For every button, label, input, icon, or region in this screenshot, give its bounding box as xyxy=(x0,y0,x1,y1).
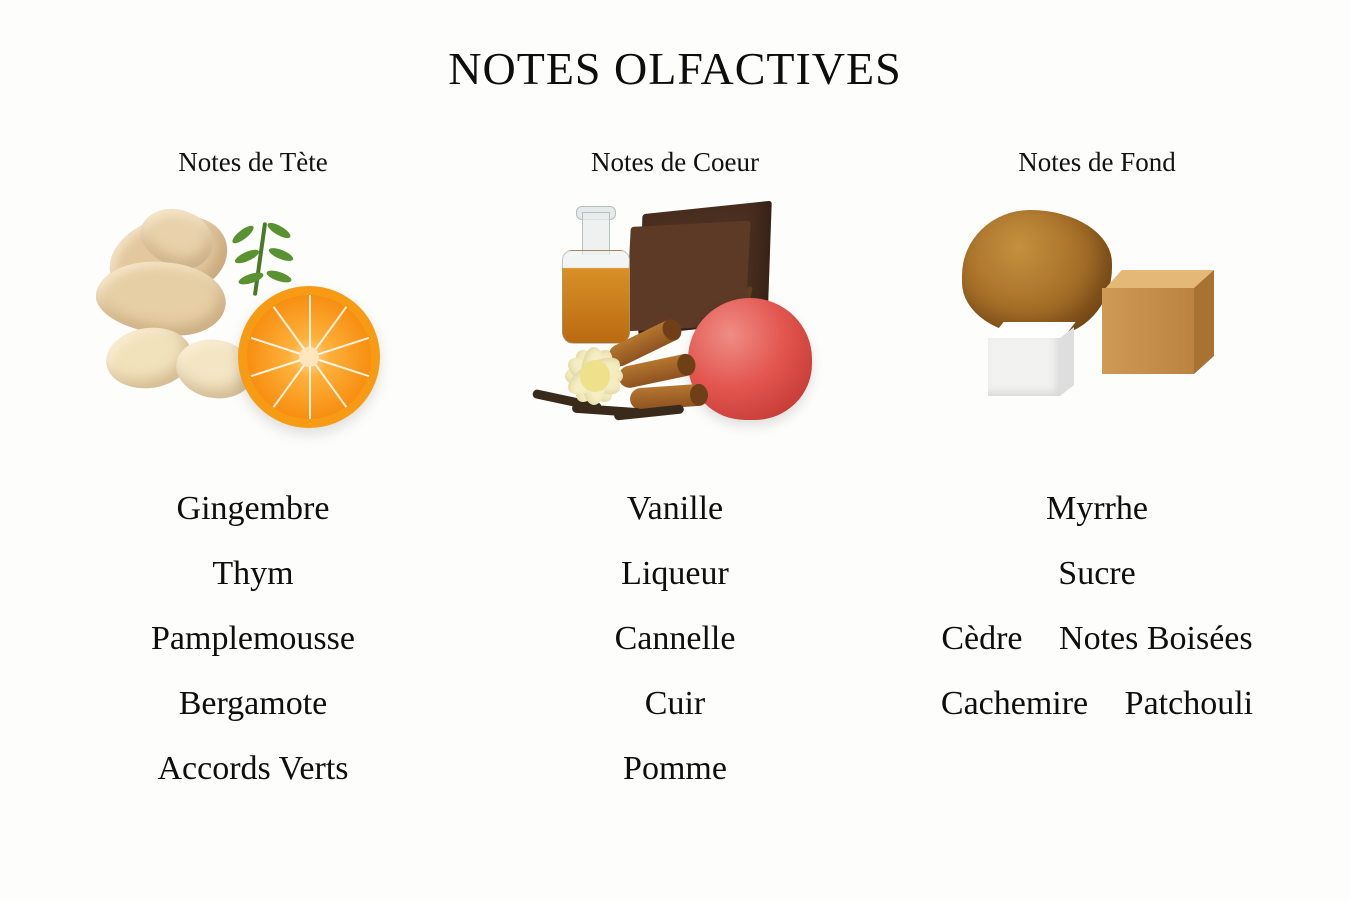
liqueur-bottle-neck xyxy=(582,212,610,255)
vanilla-flower-icon xyxy=(534,326,654,426)
thyme-sprig-icon xyxy=(253,222,267,296)
note-item: Pomme xyxy=(623,749,727,787)
note-line xyxy=(623,738,727,801)
note-item: Notes Boisées xyxy=(1059,619,1253,657)
note-line xyxy=(151,608,355,671)
note-line xyxy=(212,543,293,606)
note-line xyxy=(645,673,705,736)
note-item: Patchouli xyxy=(1124,684,1254,722)
note-line xyxy=(627,478,723,541)
note-line xyxy=(1058,543,1135,606)
note-line xyxy=(941,673,1253,736)
note-item: Gingembre xyxy=(176,490,330,527)
note-item: Myrrhe xyxy=(1046,490,1148,527)
sugar-cube-icon xyxy=(988,322,1074,396)
column-heading-top: Notes de Tète xyxy=(178,147,328,177)
myrrh-sugar-cedar-illustration xyxy=(932,200,1262,450)
thyme-leaf-icon xyxy=(265,220,292,241)
notes-columns xyxy=(0,147,1350,800)
thyme-leaf-icon xyxy=(237,270,265,287)
notes-list-heart xyxy=(615,478,736,800)
note-line xyxy=(157,738,348,801)
note-item: Cachemire xyxy=(940,684,1089,722)
note-item: Cuir xyxy=(644,684,706,722)
thyme-leaf-icon xyxy=(267,245,294,263)
note-item: Liqueur xyxy=(621,554,729,592)
note-item: Sucre xyxy=(1058,554,1136,592)
note-item: Cèdre xyxy=(941,619,1023,657)
notes-column-heart xyxy=(470,147,880,800)
note-item: Bergamote xyxy=(178,684,328,722)
column-heading-heart: Notes de Coeur xyxy=(591,147,759,177)
note-line xyxy=(621,543,729,606)
note-line xyxy=(179,673,328,736)
note-line xyxy=(941,608,1252,671)
column-heading-base: Notes de Fond xyxy=(1018,147,1176,177)
myrrh-resin-icon xyxy=(962,210,1112,336)
notes-column-base xyxy=(892,147,1302,800)
cedar-wood-cube-icon xyxy=(1102,270,1222,380)
note-line xyxy=(1046,478,1148,541)
notes-list-top xyxy=(151,478,355,800)
note-item: Cannelle xyxy=(614,619,736,657)
notes-column-top xyxy=(48,147,458,800)
note-item: Thym xyxy=(212,554,294,592)
page-title: NOTES OLFACTIVES xyxy=(448,43,902,94)
ginger-thyme-orange-illustration xyxy=(88,200,418,450)
note-item: Vanille xyxy=(626,490,724,527)
thyme-leaf-icon xyxy=(230,223,256,246)
note-line xyxy=(615,608,736,671)
note-item: Pamplemousse xyxy=(151,619,355,657)
thyme-leaf-icon xyxy=(265,268,293,285)
apple-icon xyxy=(688,298,812,420)
orange-flesh xyxy=(247,295,371,419)
vanilla-liqueur-cinnamon-leather-apple-illustration xyxy=(510,200,840,450)
note-item: Accords Verts xyxy=(157,749,349,787)
orange-half-icon xyxy=(238,286,380,428)
notes-list-base xyxy=(941,478,1253,736)
note-line xyxy=(177,478,330,541)
